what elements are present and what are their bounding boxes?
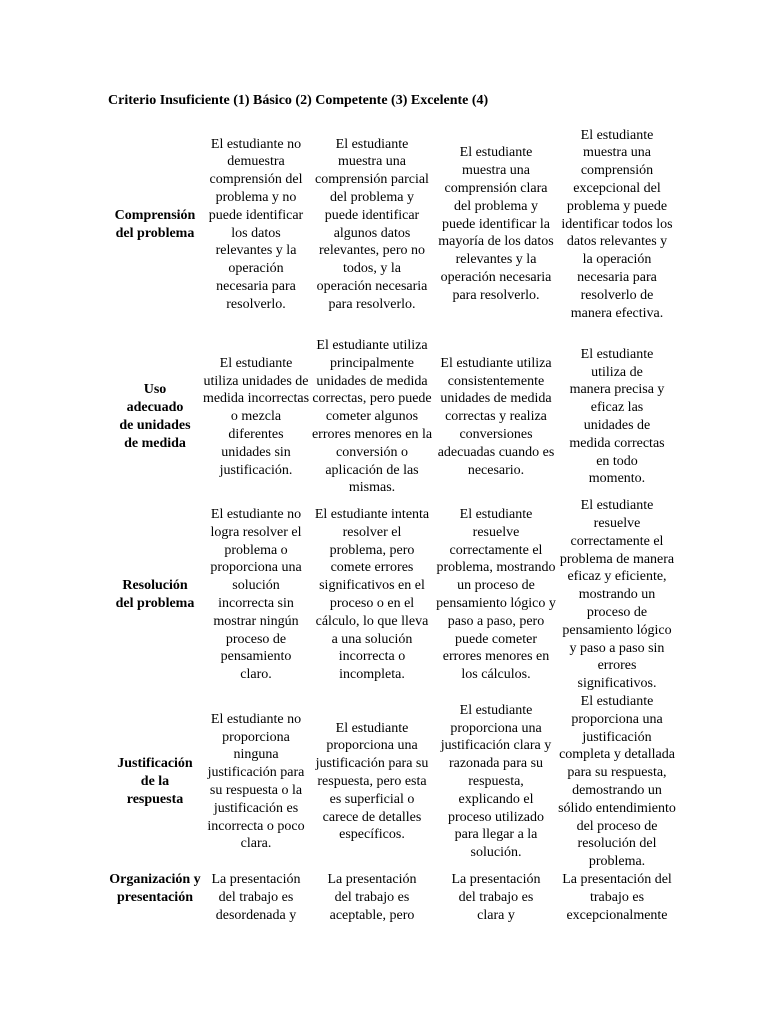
level-competente-cell: La presentación del trabajo es clara y — [451, 871, 541, 923]
rubric-row-comprension — [108, 112, 676, 337]
criterion-cell: Uso adecuado de unidades de medida — [119, 382, 191, 451]
level-basico-cell: El estudiante utiliza principalmente unidades de medida correctas, pero puede cometer algunos errores menores en la conversión o aplicación de las mismas. — [311, 338, 433, 496]
rubric-row-organizacion — [108, 871, 676, 931]
level-insuficiente-cell: La presentación del trabajo es desordenada y — [211, 871, 301, 923]
table-header: Criterio Insuficiente (1) Básico (2) Competente (3) Excelente (4) — [108, 93, 489, 108]
level-excelente-cell: El estudiante resuelve correctamente el problema de manera eficaz y eficiente, mostrando un proceso de pensamiento lógico y paso a paso sin errores significativos. — [559, 498, 675, 692]
level-insuficiente-cell: El estudiante no proporciona ninguna justificación para su respuesta o la justificación es incorrecta o poco clara. — [207, 711, 305, 852]
level-excelente-cell: El estudiante proporciona una justificación completa y detallada para su respuesta, demostrando un sólido entendimiento del proceso de resolución del problema. — [558, 693, 676, 870]
rubric-row-unidades — [108, 337, 676, 497]
level-insuficiente-cell: El estudiante no logra resolver el problema o proporciona una solución incorrecta sin mostrar ningún proceso de pensamiento claro. — [210, 507, 302, 683]
level-basico-cell: La presentación del trabajo es aceptable, pero — [327, 871, 417, 923]
level-excelente-cell: El estudiante utiliza de manera precisa y eficaz las unidades de medida correctas en todo momento. — [569, 346, 665, 487]
level-competente-cell: El estudiante resuelve correctamente el problema, mostrando un proceso de pensamiento lógico y paso a paso, pero puede cometer errores menores en los cálculos. — [436, 507, 556, 683]
level-basico-cell: El estudiante proporciona una justificación para su respuesta, pero esta es superficial o carece de detalles específicos. — [315, 720, 429, 843]
level-insuficiente-cell: El estudiante no demuestra comprensión del problema y no puede identificar los datos relevantes y la operación necesaria para resolverlo. — [208, 136, 304, 312]
level-excelente-cell: El estudiante muestra una comprensión excepcional del problema y puede identificar todos los datos relevantes y la operación necesaria para resolverlo de manera efectiva. — [561, 127, 673, 321]
rubric-table — [108, 112, 676, 931]
level-basico-cell: El estudiante intenta resolver el problema, pero comete errores significativos en el proceso o en el cálculo, lo que lleva a una solución incorrecta o incompleta. — [314, 507, 430, 683]
level-excelente-cell: La presentación del trabajo es excepcionalmente — [562, 871, 672, 923]
criterion-cell: Resolución del problema — [115, 578, 195, 612]
criterion-cell: Justificación de la respuesta — [117, 756, 193, 807]
criterion-cell: Comprensión del problema — [114, 207, 196, 241]
criterion-cell: Organización y presentación — [109, 871, 201, 905]
level-basico-cell: El estudiante muestra una comprensión parcial del problema y puede identificar algunos datos relevantes, pero no todos, y la operación necesaria para resolverlo. — [315, 136, 429, 312]
level-competente-cell: El estudiante muestra una comprensión clara del problema y puede identificar la mayoría de los datos relevantes y la operación necesaria para resolverlo. — [438, 145, 554, 303]
level-competente-cell: El estudiante utiliza consistentemente unidades de medida correctas y realiza conversiones adecuadas cuando es necesario. — [437, 355, 555, 478]
rubric-row-resolucion — [108, 497, 676, 693]
level-insuficiente-cell: El estudiante utiliza unidades de medida incorrectas o mezcla diferentes unidades sin justificación. — [202, 355, 310, 478]
rubric-row-justificacion — [108, 693, 676, 871]
level-competente-cell: El estudiante proporciona una justificación clara y razonada para su respuesta, explicando el proceso utilizado para llegar a la solución. — [440, 702, 552, 861]
